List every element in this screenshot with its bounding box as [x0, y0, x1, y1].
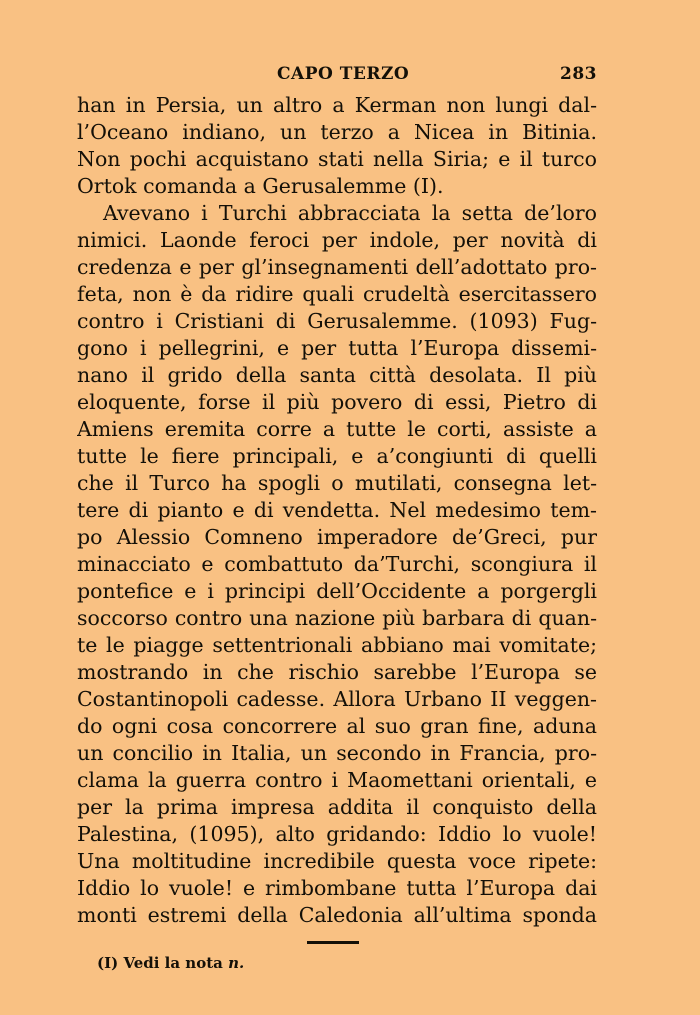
- text-line: nimici. Laonde feroci per indole, per novità di: [77, 228, 597, 252]
- text-line: eloquente, forse il più povero di essi, Pietro di: [77, 390, 597, 414]
- footnote-text: Vedi la nota: [123, 954, 223, 972]
- text-line: monti estremi della Caledonia all’ultima sponda: [77, 903, 597, 927]
- text-line: do ogni cosa concorrere al suo gran fine, aduna: [77, 714, 597, 738]
- text-line: Una moltitudine incredibile questa voce ripete:: [77, 849, 597, 873]
- running-title: CAPO TERZO: [277, 64, 410, 84]
- footnote: [97, 954, 244, 972]
- text-line: minacciato e combattuto da’Turchi, scongiura il: [77, 552, 597, 576]
- footnote-reference: n.: [228, 954, 245, 972]
- text-line: nano il grido della santa città desolata. Il più: [77, 363, 597, 387]
- text-line: han in Persia, un altro a Kerman non lungi dal-: [77, 93, 597, 117]
- text-line: un concilio in Italia, un secondo in Francia, pro-: [77, 741, 597, 765]
- book-page: [77, 0, 597, 1015]
- footnote-divider: [307, 941, 359, 944]
- page-header: [77, 64, 597, 88]
- text-line: Amiens eremita corre a tutte le corti, assiste a: [77, 417, 597, 441]
- text-line: feta, non è da ridire quali crudeltà esercitassero: [77, 282, 597, 306]
- text-line: te le piagge settentrionali abbiano mai vomitate;: [77, 633, 597, 657]
- text-line: che il Turco ha spogli o mutilati, consegna let-: [77, 471, 597, 495]
- text-line: tere di pianto e di vendetta. Nel medesimo tem-: [77, 498, 597, 522]
- page-number: 283: [560, 64, 597, 84]
- text-line: Palestina, (1095), alto gridando: Iddio lo vuole!: [77, 822, 597, 846]
- text-line: gono i pellegrini, e per tutta l’Europa dissemi-: [77, 336, 597, 360]
- text-line: po Alessio Comneno imperadore de’Greci, pur: [77, 525, 597, 549]
- text-line: Non pochi acquistano stati nella Siria; e il turco: [77, 147, 597, 171]
- text-line: Costantinopoli cadesse. Allora Urbano II veggen-: [77, 687, 597, 711]
- text-line: credenza e per gl’insegnamenti dell’adottato pro-: [77, 255, 597, 279]
- text-line: contro i Cristiani di Gerusalemme. (1093) Fug-: [77, 309, 597, 333]
- text-line: per la prima impresa addita il conquisto della: [77, 795, 597, 819]
- text-line: Avevano i Turchi abbracciata la setta de’loro: [103, 201, 597, 225]
- text-line: soccorso contro una nazione più barbara di quan-: [77, 606, 597, 630]
- body-text: [77, 92, 597, 929]
- text-line: l’Oceano indiano, un terzo a Nicea in Bitinia.: [77, 120, 597, 144]
- text-line: Ortok comanda a Gerusalemme (I).: [77, 174, 444, 198]
- text-line: Iddio lo vuole! e rimbombane tutta l’Europa dai: [77, 876, 597, 900]
- footnote-marker: (I): [97, 954, 119, 972]
- text-line: mostrando in che rischio sarebbe l’Europa se: [77, 660, 597, 684]
- text-line: pontefice e i principi dell’Occidente a porgergli: [77, 579, 597, 603]
- text-line: tutte le fiere principali, e a’congiunti di quelli: [77, 444, 597, 468]
- text-line: clama la guerra contro i Maomettani orientali, e: [77, 768, 597, 792]
